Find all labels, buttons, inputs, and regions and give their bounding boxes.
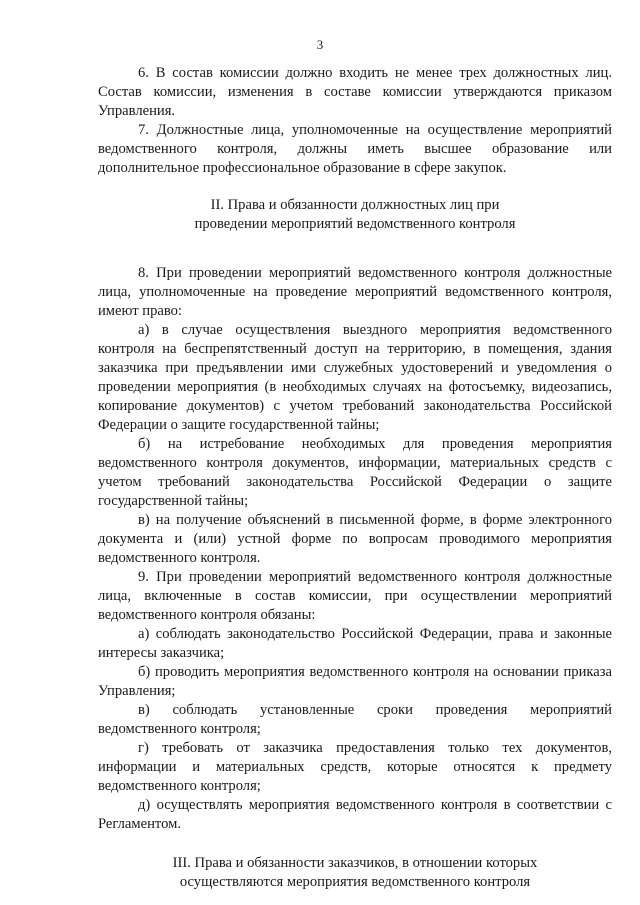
section-heading-3-line-2: осуществляются мероприятия ведомственного контроля xyxy=(179,874,531,890)
paragraph-9d: г) требовать от заказчика предоставления только тех документов, информации и материальных средств, которые относятся к предмету ведомственного контроля; xyxy=(98,740,612,794)
paragraph-8a: а) в случае осуществления выездного мероприятия ведомственного контроля на беспрепятственный доступ на территорию, в помещения, здания заказчика при предъявлении ими служебных удостоверений и уведомления о проведении мероприятия (в необходимых случаях на фотосъемку, видеозапись, копирование документов) с учетом требований законодательства Российской Федерации о защите государственной тайны; xyxy=(98,322,612,433)
paragraph-8b: б) на истребование необходимых для проведения мероприятия ведомственного контроля документов, информации, материальных средств с учетом требований законодательства Российской Федерации о защите государственной тайны; xyxy=(98,436,612,509)
paragraph-8: 8. При проведении мероприятий ведомственного контроля должностные лица, уполномоченные на проведение мероприятий ведомственного контроля, имеют право: xyxy=(98,265,612,319)
section-heading-2-line-1: II. Права и обязанности должностных лиц при xyxy=(210,197,500,213)
document-body xyxy=(98,64,612,892)
section-heading-3-line-1: III. Права и обязанности заказчиков, в отношении которых xyxy=(172,855,538,871)
paragraph-9: 9. При проведении мероприятий ведомственного контроля должностные лица, включенные в состав комиссии, при осуществлении мероприятий ведомственного контроля обязаны: xyxy=(98,569,612,623)
paragraph-7: 7. Должностные лица, уполномоченные на осуществление мероприятий ведомственного контроля, должны иметь высшее образование или дополнительное профессиональное образование в сфере закупок. xyxy=(98,122,612,176)
section-heading-3 xyxy=(98,854,612,892)
section-heading-2 xyxy=(98,196,612,234)
paragraph-9b: б) проводить мероприятия ведомственного контроля на основании приказа Управления; xyxy=(98,664,612,699)
paragraph-6: 6. В состав комиссии должно входить не менее трех должностных лиц. Состав комиссии, изменения в составе комиссии утверждаются приказом Управления. xyxy=(98,65,612,119)
paragraph-9a: а) соблюдать законодательство Российской Федерации, права и законные интересы заказчика; xyxy=(98,626,612,661)
section-heading-2-line-2: проведении мероприятий ведомственного контроля xyxy=(194,216,516,232)
page-number: 3 xyxy=(316,37,324,52)
paragraph-9c: в) соблюдать установленные сроки проведения мероприятий ведомственного контроля; xyxy=(98,702,612,737)
paragraph-9e: д) осуществлять мероприятия ведомственного контроля в соответствии с Регламентом. xyxy=(98,797,612,832)
paragraph-8c: в) на получение объяснений в письменной форме, в форме электронного документа и (или) устной форме по вопросам проводимого мероприятия ведомственного контроля. xyxy=(98,512,612,566)
